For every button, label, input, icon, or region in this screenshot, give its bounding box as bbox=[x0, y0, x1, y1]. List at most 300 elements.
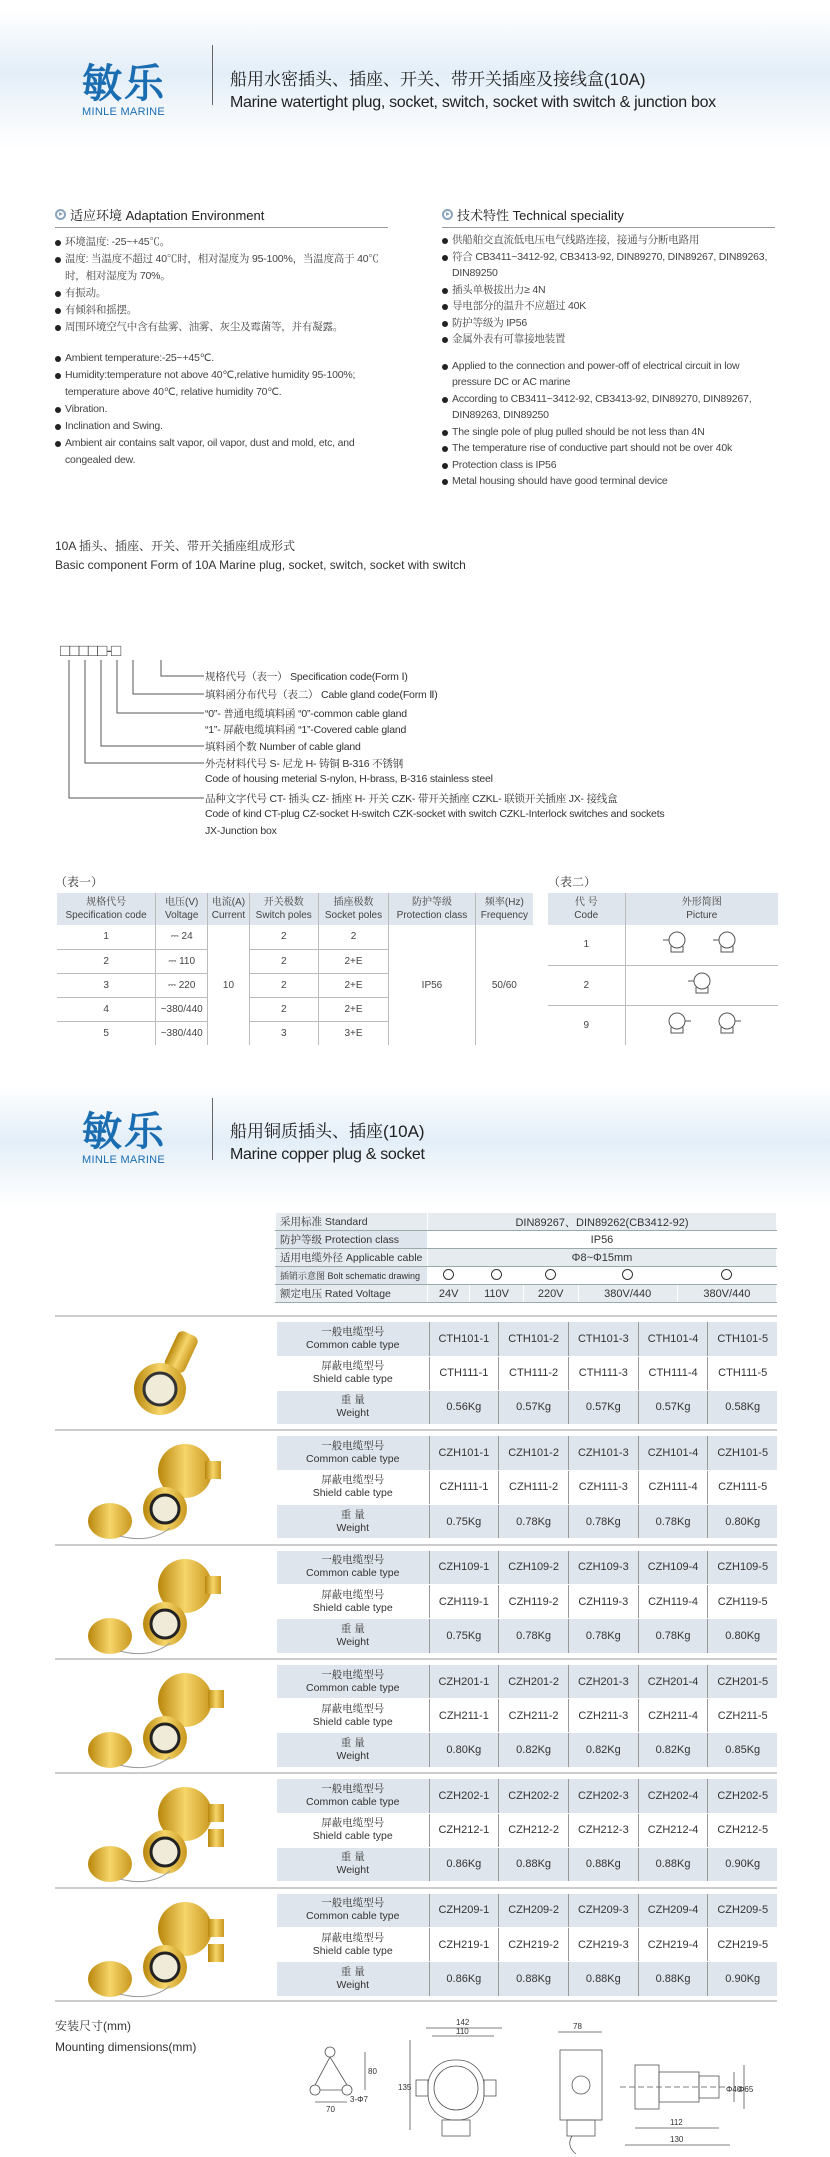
common-cable-row bbox=[277, 1665, 777, 1699]
header-cn: 频率(Hz) bbox=[484, 897, 524, 908]
common-value-cell: CZH109-3 bbox=[568, 1551, 638, 1585]
shield-cable-row bbox=[277, 1470, 777, 1504]
dim-phi40: Φ40 bbox=[726, 2085, 742, 2094]
dim-80: 80 bbox=[368, 2067, 377, 2076]
common-value-cell: CZH209-1 bbox=[429, 1894, 499, 1928]
bullet-item: Ambient air contains salt vapor, oil vapor, dust and mold, etc, and congealed dew. bbox=[55, 435, 388, 469]
common-value-cell: CTH101-4 bbox=[638, 1322, 708, 1356]
column-header bbox=[389, 893, 476, 925]
weight-label bbox=[277, 1733, 429, 1767]
label-en: Shield cable type bbox=[312, 1601, 393, 1614]
shield-cable-row bbox=[277, 1356, 777, 1390]
common-value-cell: CZH101-1 bbox=[429, 1436, 499, 1470]
label-en: Common cable type bbox=[306, 1681, 400, 1694]
dim-78: 78 bbox=[573, 2022, 582, 2031]
spec-code-cell: 3 bbox=[57, 973, 156, 997]
weight-row bbox=[277, 1847, 777, 1881]
shield-cable-row bbox=[277, 1585, 777, 1619]
product-spec-table bbox=[277, 1665, 777, 1767]
table-row bbox=[57, 925, 533, 949]
label-cn: 屏蔽电缆型号 bbox=[321, 1817, 385, 1830]
product-photo bbox=[80, 1784, 245, 1894]
shield-value-cell: CZH212-2 bbox=[499, 1813, 569, 1847]
voltage-cell: 110V bbox=[470, 1285, 523, 1303]
product-spec-table bbox=[277, 1551, 777, 1653]
shield-value-cell: CZH212-4 bbox=[638, 1813, 708, 1847]
header-en: Specification code bbox=[65, 910, 147, 921]
shield-value-cell: CZH111-3 bbox=[568, 1470, 638, 1504]
label-spec-code: 规格代号（表一） Specification code(Form Ⅰ) bbox=[205, 671, 408, 683]
product-photo bbox=[80, 1670, 245, 1780]
row-separator bbox=[55, 1887, 777, 1889]
spec-code-cell: 1 bbox=[57, 925, 156, 949]
header-en: Socket poles bbox=[324, 910, 383, 921]
voltage-cell: ⎓ 24 bbox=[156, 925, 208, 949]
product-spec-table bbox=[277, 1779, 777, 1881]
common-value-cell: CZH101-2 bbox=[499, 1436, 569, 1470]
gland-picture-icon bbox=[625, 965, 778, 1005]
voltage-cell: ⎓ 220 bbox=[156, 973, 208, 997]
product-spec-table bbox=[277, 1894, 777, 1996]
bullet-item: Protection class is IP56 bbox=[442, 457, 775, 474]
common-value-cell: CZH109-1 bbox=[429, 1551, 499, 1585]
weight-value-cell: 0.78Kg bbox=[499, 1619, 569, 1653]
mounting-drawing bbox=[290, 2010, 770, 2157]
header-en: Switch poles bbox=[255, 910, 312, 921]
shield-value-cell: CZH119-4 bbox=[638, 1585, 708, 1619]
table-header-row bbox=[57, 893, 533, 925]
spec-code-cell: 5 bbox=[103, 1027, 109, 1039]
title-chinese: 安装尺寸(mm) bbox=[55, 2019, 131, 2033]
label-cn: 重 量 bbox=[340, 1737, 365, 1750]
label-cn: 一般电缆型号 bbox=[321, 1554, 385, 1567]
column-header bbox=[57, 893, 156, 925]
label-en: Common cable type bbox=[306, 1567, 400, 1580]
protection-cell: IP56 bbox=[389, 925, 476, 1045]
shield-value-cell: CZH119-3 bbox=[568, 1585, 638, 1619]
dim-hole: 3-Φ7 bbox=[350, 2095, 368, 2104]
code-cell: 2 bbox=[548, 965, 625, 1005]
dim-112: 112 bbox=[670, 2118, 683, 2127]
switch-poles-cell: 2 bbox=[249, 973, 318, 997]
dim-130: 130 bbox=[670, 2135, 684, 2144]
product-photo bbox=[80, 1441, 245, 1551]
cable-label: 适用电缆外径 Applicable cable bbox=[276, 1249, 428, 1267]
standard-value: DIN89267、DIN89262(CB3412-92) bbox=[428, 1213, 777, 1231]
bullet-item: 有倾斜和摇摆。 bbox=[55, 302, 388, 319]
bolt-5pin-icon bbox=[677, 1267, 776, 1285]
shield-value-cell: CZH211-5 bbox=[708, 1699, 777, 1733]
product-spec-table bbox=[277, 1436, 777, 1538]
label-covered-gland: “1”- 屏蔽电缆填料函 “1”-Covered cable gland bbox=[205, 724, 407, 736]
dim-phi65: Φ65 bbox=[738, 2085, 754, 2094]
shield-value-cell: CZH119-1 bbox=[429, 1585, 499, 1619]
shield-cable-row bbox=[277, 1928, 777, 1962]
column-header bbox=[208, 893, 250, 925]
logo-chinese: 敏乐 bbox=[82, 61, 166, 107]
common-label bbox=[277, 1894, 429, 1928]
bullet-item: Ambient temperature:-25~+45℃. bbox=[55, 350, 388, 367]
title-english: Marine watertight plug, socket, switch, socket with switch & junction box bbox=[230, 94, 716, 111]
label-cn: 重 量 bbox=[340, 1394, 365, 1407]
column-header bbox=[548, 893, 625, 925]
label-housing-en: Code of housing meterial S-nylon, H-brass, B-316 stainless steel bbox=[205, 773, 493, 785]
label-en: Shield cable type bbox=[312, 1715, 393, 1728]
weight-row bbox=[277, 1962, 777, 1996]
label-common-gland: “0”- 普通电缆填料函 “0”-common cable gland bbox=[205, 708, 407, 720]
frequency-cell: 50/60 bbox=[475, 925, 533, 1045]
shield-value-cell: CZH119-2 bbox=[499, 1585, 569, 1619]
bullet-item: Humidity:temperature not above 40℃,relative humidity 95-100%; temperature above 40℃, relative humidity 70℃. bbox=[55, 367, 388, 401]
common-value-cell: CZH202-2 bbox=[499, 1779, 569, 1813]
row-separator bbox=[55, 1772, 777, 1774]
label-cn: 重 量 bbox=[340, 1965, 365, 1978]
code-cell: 1 bbox=[548, 925, 625, 965]
common-value-cell: CTH101-5 bbox=[708, 1322, 777, 1356]
weight-value-cell: 0.75Kg bbox=[429, 1504, 499, 1538]
row-separator bbox=[55, 1315, 777, 1317]
common-value-cell: CTH101-1 bbox=[429, 1322, 499, 1356]
mounting-title bbox=[55, 2017, 196, 2054]
row-separator bbox=[55, 1429, 777, 1431]
label-junction-box: JX-Junction box bbox=[205, 825, 277, 837]
shield-value-cell: CZH212-3 bbox=[568, 1813, 638, 1847]
socket-poles-cell: 2 bbox=[318, 925, 388, 949]
label-cn: 屏蔽电缆型号 bbox=[321, 1474, 385, 1487]
row-separator bbox=[55, 1544, 777, 1546]
common-label bbox=[277, 1436, 429, 1470]
shield-value-cell: CZH211-3 bbox=[568, 1699, 638, 1733]
bullet-item: 导电部分的温升不应超过 40K bbox=[442, 298, 775, 315]
logo-english: MINLE MARINE bbox=[82, 106, 166, 118]
column-header bbox=[318, 893, 388, 925]
logo-chinese: 敏乐 bbox=[82, 1109, 166, 1155]
header-cn: 外形简图 bbox=[681, 897, 722, 908]
header-cn: 规格代号 bbox=[86, 897, 127, 908]
heading-text: 技术特性 Technical speciality bbox=[457, 208, 624, 223]
weight-value-cell: 0.78Kg bbox=[568, 1504, 638, 1538]
weight-value-cell: 0.57Kg bbox=[568, 1390, 638, 1424]
label-gland-count: 填料函个数 Number of cable gland bbox=[205, 741, 361, 753]
shield-label bbox=[277, 1813, 429, 1847]
weight-value-cell: 0.85Kg bbox=[708, 1733, 777, 1767]
common-value-cell: CZH201-3 bbox=[568, 1665, 638, 1699]
standard-label: 采用标准 Standard bbox=[276, 1213, 428, 1231]
table-row bbox=[548, 1005, 778, 1045]
label-housing-cn: 外壳材料代号 S- 尼龙 H- 铸铜 B-316 不锈钢 bbox=[205, 758, 404, 770]
common-value-cell: CZH109-5 bbox=[708, 1551, 777, 1585]
heading-text: 适应环境 Adaptation Environment bbox=[70, 208, 265, 223]
label-kind-cn: 品种文字代号 CT- 插头 CZ- 插座 H- 开关 CZK- 带开关插座 CZKL- 联锁开关插座 JX- 接线盒 bbox=[205, 793, 618, 805]
weight-label bbox=[277, 1390, 429, 1424]
bullet-item: 符合 CB3411~3412-92, CB3413-92, DIN89270, DIN89267, DIN89263, DIN89250 bbox=[442, 249, 775, 282]
weight-value-cell: 0.88Kg bbox=[638, 1962, 708, 1996]
weight-value-cell: 0.80Kg bbox=[429, 1733, 499, 1767]
weight-value-cell: 0.88Kg bbox=[638, 1847, 708, 1881]
shield-value-cell: CZH211-2 bbox=[499, 1699, 569, 1733]
bullet-item: The temperature rise of conductive part should not be over 40k bbox=[442, 440, 775, 457]
common-label bbox=[277, 1322, 429, 1356]
weight-value-cell: 0.58Kg bbox=[708, 1390, 777, 1424]
dim-70: 70 bbox=[326, 2105, 335, 2114]
bullet-item: The single pole of plug pulled should be not less than 4N bbox=[442, 424, 775, 441]
weight-label bbox=[277, 1504, 429, 1538]
weight-value-cell: 0.86Kg bbox=[429, 1847, 499, 1881]
shield-value-cell: CTH111-4 bbox=[638, 1356, 708, 1390]
voltage-cell: 220V bbox=[523, 1285, 578, 1303]
code-diagram-lines bbox=[0, 0, 830, 900]
label-cn: 重 量 bbox=[340, 1851, 365, 1864]
dim-110: 110 bbox=[456, 2027, 469, 2036]
voltage-cell: ~380/440 bbox=[156, 997, 208, 1021]
shield-value-cell: CZH111-2 bbox=[499, 1470, 569, 1504]
code-cell: 9 bbox=[583, 1019, 590, 1031]
gland-picture-icon bbox=[625, 1005, 778, 1045]
header-en: Frequency bbox=[480, 910, 528, 921]
shield-value-cell: CZH219-1 bbox=[429, 1928, 499, 1962]
weight-value-cell: 0.57Kg bbox=[638, 1390, 708, 1424]
bullet-item: Metal housing should have good terminal device bbox=[442, 473, 775, 490]
label-cn: 一般电缆型号 bbox=[321, 1440, 385, 1453]
shield-value-cell: CZH211-4 bbox=[638, 1699, 708, 1733]
dim-135: 135 bbox=[398, 2083, 412, 2092]
bullet-item: 金属外表有可靠接地装置 bbox=[442, 331, 775, 348]
common-value-cell: CZH202-3 bbox=[568, 1779, 638, 1813]
weight-value-cell: 0.88Kg bbox=[568, 1962, 638, 1996]
common-value-cell: CZH109-2 bbox=[499, 1551, 569, 1585]
label-en: Weight bbox=[336, 1635, 369, 1648]
common-value-cell: CZH202-1 bbox=[429, 1779, 499, 1813]
label-en: Weight bbox=[336, 1864, 369, 1877]
title-english: Marine copper plug & socket bbox=[230, 1146, 425, 1163]
header-cn: 开关极数 bbox=[263, 897, 304, 908]
shield-value-cell: CZH111-1 bbox=[429, 1470, 499, 1504]
shield-label bbox=[277, 1699, 429, 1733]
weight-row bbox=[277, 1733, 777, 1767]
voltage-cell: 380V/440 bbox=[677, 1285, 776, 1303]
common-value-cell: CZH101-5 bbox=[708, 1436, 777, 1470]
table-row bbox=[548, 925, 778, 965]
common-value-cell: CZH109-4 bbox=[638, 1551, 708, 1585]
bullet-item: 插头单极拔出力≥ 4N bbox=[442, 282, 775, 299]
bullet-item: Inclination and Swing. bbox=[55, 418, 388, 435]
shield-value-cell: CZH119-5 bbox=[708, 1585, 777, 1619]
common-value-cell: CZH202-5 bbox=[708, 1779, 777, 1813]
bullet-item: Applied to the connection and power-off of electrical circuit in low pressure DC or AC marine bbox=[442, 358, 775, 391]
logo-english: MINLE MARINE bbox=[82, 1154, 166, 1166]
label-en: Weight bbox=[336, 1750, 369, 1763]
common-cable-row bbox=[277, 1436, 777, 1470]
bolt-3pin-icon bbox=[470, 1267, 523, 1285]
current-cell: 10 bbox=[208, 925, 250, 1045]
divider bbox=[212, 1098, 213, 1160]
shield-value-cell: CZH211-1 bbox=[429, 1699, 499, 1733]
column-header bbox=[249, 893, 318, 925]
header-en: Protection class bbox=[396, 910, 468, 921]
label-en: Common cable type bbox=[306, 1453, 400, 1466]
spec-code-cell: 2 bbox=[57, 949, 156, 973]
header-cn: 代 号 bbox=[574, 897, 598, 908]
bullet-item: 有振动。 bbox=[55, 285, 388, 302]
weight-value-cell: 0.80Kg bbox=[708, 1619, 777, 1653]
bullet-item: 周围环境空气中含有盐雾、油雾、灰尘及霉菌等，并有凝露。 bbox=[55, 319, 388, 336]
title-chinese: 船用水密插头、插座、开关、带开关插座及接线盒(10A) bbox=[230, 70, 646, 89]
header-en: Code bbox=[574, 910, 599, 921]
switch-poles-cell: 2 bbox=[249, 925, 318, 949]
label-en: Common cable type bbox=[306, 1910, 400, 1923]
cable-value: Φ8~Φ15mm bbox=[428, 1249, 777, 1267]
common-value-cell: CZH209-2 bbox=[499, 1894, 569, 1928]
label-cn: 屏蔽电缆型号 bbox=[321, 1931, 385, 1944]
column-header bbox=[475, 893, 533, 925]
common-value-cell: CZH209-5 bbox=[708, 1894, 777, 1928]
weight-value-cell: 0.56Kg bbox=[429, 1390, 499, 1424]
common-value-cell: CZH101-4 bbox=[638, 1436, 708, 1470]
weight-value-cell: 0.90Kg bbox=[708, 1847, 777, 1881]
label-cn: 一般电缆型号 bbox=[321, 1897, 385, 1910]
product-photo bbox=[120, 1327, 220, 1427]
common-value-cell: CZH209-4 bbox=[638, 1894, 708, 1928]
bolt-label: 插销示意图 Bolt schematic drawing bbox=[276, 1267, 428, 1285]
label-en: Shield cable type bbox=[312, 1944, 393, 1957]
shield-value-cell: CZH111-4 bbox=[638, 1470, 708, 1504]
shield-value-cell: CTH111-5 bbox=[708, 1356, 777, 1390]
row-separator bbox=[55, 2000, 777, 2002]
label-en: Common cable type bbox=[306, 1338, 400, 1351]
weight-value-cell: 0.78Kg bbox=[638, 1619, 708, 1653]
table2-caption: （表二） bbox=[548, 875, 597, 889]
common-value-cell: CZH101-3 bbox=[568, 1436, 638, 1470]
weight-value-cell: 0.88Kg bbox=[499, 1847, 569, 1881]
weight-value-cell: 0.82Kg bbox=[499, 1733, 569, 1767]
label-cn: 一般电缆型号 bbox=[321, 1782, 385, 1795]
shield-value-cell: CZH219-4 bbox=[638, 1928, 708, 1962]
shield-value-cell: CZH219-2 bbox=[499, 1928, 569, 1962]
shield-value-cell: CZH212-5 bbox=[708, 1813, 777, 1847]
shield-value-cell: CZH111-5 bbox=[708, 1470, 777, 1504]
weight-value-cell: 0.75Kg bbox=[429, 1619, 499, 1653]
common-value-cell: CZH201-2 bbox=[499, 1665, 569, 1699]
shield-value-cell: CZH219-5 bbox=[708, 1928, 777, 1962]
standard-spec-table bbox=[275, 1212, 777, 1303]
common-cable-row bbox=[277, 1322, 777, 1356]
common-label bbox=[277, 1665, 429, 1699]
label-cn: 一般电缆型号 bbox=[321, 1668, 385, 1681]
weight-row bbox=[277, 1390, 777, 1424]
voltage-cell: 24V bbox=[428, 1285, 470, 1303]
weight-value-cell: 0.80Kg bbox=[708, 1504, 777, 1538]
weight-value-cell: 0.82Kg bbox=[638, 1733, 708, 1767]
shield-value-cell: CTH111-3 bbox=[568, 1356, 638, 1390]
switch-poles-cell: 2 bbox=[249, 949, 318, 973]
weight-value-cell: 0.82Kg bbox=[568, 1733, 638, 1767]
title-english: Basic component Form of 10A Marine plug, socket, switch, socket with switch bbox=[55, 558, 466, 572]
shield-label bbox=[277, 1928, 429, 1962]
header-cn: 插座极数 bbox=[333, 897, 374, 908]
socket-poles-cell: 2+E bbox=[318, 949, 388, 973]
bullet-item: 供船舶交直流低电压电气线路连接，接通与分断电路用 bbox=[442, 232, 775, 249]
switch-poles-cell: 3 bbox=[249, 1021, 318, 1045]
shield-value-cell: CTH111-2 bbox=[499, 1356, 569, 1390]
bullet-item: Vibration. bbox=[55, 401, 388, 418]
voltage-cell: ⎓ 110 bbox=[156, 949, 208, 973]
common-value-cell: CZH201-4 bbox=[638, 1665, 708, 1699]
common-cable-row bbox=[277, 1894, 777, 1928]
socket-poles-cell: 2+E bbox=[318, 997, 388, 1021]
weight-value-cell: 0.57Kg bbox=[499, 1390, 569, 1424]
row-separator bbox=[55, 1658, 777, 1660]
shield-value-cell: CTH111-1 bbox=[429, 1356, 499, 1390]
label-cn: 屏蔽电缆型号 bbox=[321, 1588, 385, 1601]
weight-label bbox=[277, 1962, 429, 1996]
protection-label: 防护等级 Protection class bbox=[276, 1231, 428, 1249]
label-en: Shield cable type bbox=[312, 1830, 393, 1843]
header-en: Current bbox=[211, 910, 246, 921]
bolt-2pin-icon bbox=[428, 1267, 470, 1285]
common-label bbox=[277, 1551, 429, 1585]
label-gland-code: 填料函分布代号（表二） Cable gland code(Form Ⅱ) bbox=[205, 689, 438, 701]
weight-label bbox=[277, 1847, 429, 1881]
column-header bbox=[625, 893, 778, 925]
voltage-cell: ~380/440 bbox=[156, 1021, 208, 1045]
common-value-cell: CTH101-2 bbox=[499, 1322, 569, 1356]
bolt-4pin-icon bbox=[578, 1267, 677, 1285]
label-en: Shield cable type bbox=[312, 1373, 393, 1385]
label-en: Weight bbox=[336, 1978, 369, 1991]
label-en: Weight bbox=[336, 1521, 369, 1534]
table-row bbox=[548, 965, 778, 1005]
page-title-2 bbox=[230, 1117, 425, 1164]
header-en: Voltage bbox=[165, 910, 199, 921]
label-en: Shield cable type bbox=[312, 1487, 393, 1500]
header-cn: 防护等级 bbox=[411, 897, 452, 908]
common-value-cell: CTH101-3 bbox=[568, 1322, 638, 1356]
label-en: Common cable type bbox=[306, 1795, 400, 1808]
column-header bbox=[156, 893, 208, 925]
bullet-item: 防护等级为 IP56 bbox=[442, 315, 775, 332]
title-chinese: 船用铜质插头、插座(10A) bbox=[230, 1122, 425, 1141]
shield-label bbox=[277, 1470, 429, 1504]
socket-poles-cell: 3+E bbox=[318, 1021, 388, 1045]
weight-value-cell: 0.88Kg bbox=[568, 1847, 638, 1881]
switch-poles-cell: 2 bbox=[249, 997, 318, 1021]
shield-label bbox=[277, 1585, 429, 1619]
shield-cable-row bbox=[277, 1699, 777, 1733]
label-cn: 一般电缆型号 bbox=[321, 1325, 385, 1338]
table1-caption: （表一） bbox=[55, 875, 104, 889]
bullet-item: 环境温度: -25~+45℃。 bbox=[55, 234, 388, 251]
product-spec-table bbox=[277, 1322, 777, 1424]
brand-logo-2 bbox=[82, 1110, 166, 1166]
common-value-cell: CZH201-1 bbox=[429, 1665, 499, 1699]
voltage-cell: 380V/440 bbox=[578, 1285, 677, 1303]
weight-value-cell: 0.90Kg bbox=[708, 1962, 777, 1996]
bolt-3pin-icon bbox=[523, 1267, 578, 1285]
label-cn: 屏蔽电缆型号 bbox=[321, 1360, 385, 1372]
weight-value-cell: 0.78Kg bbox=[568, 1619, 638, 1653]
product-photo bbox=[80, 1556, 245, 1666]
label-cn: 屏蔽电缆型号 bbox=[321, 1702, 385, 1715]
common-value-cell: CZH201-5 bbox=[708, 1665, 777, 1699]
weight-value-cell: 0.78Kg bbox=[499, 1504, 569, 1538]
gland-picture-icon bbox=[625, 925, 778, 965]
common-value-cell: CZH209-3 bbox=[568, 1894, 638, 1928]
bullet-item: 温度: 当温度不超过 40℃时，相对湿度为 95-100%，当温度高于 40℃时，相对湿度为 70%。 bbox=[55, 251, 388, 285]
dim-142: 142 bbox=[456, 2018, 470, 2027]
table-header-row bbox=[548, 893, 778, 925]
label-cn: 重 量 bbox=[340, 1508, 365, 1521]
bullet-item: According to CB3411~3412-92, CB3413-92, DIN89270, DIN89267, DIN89263, DIN89250 bbox=[442, 391, 775, 424]
